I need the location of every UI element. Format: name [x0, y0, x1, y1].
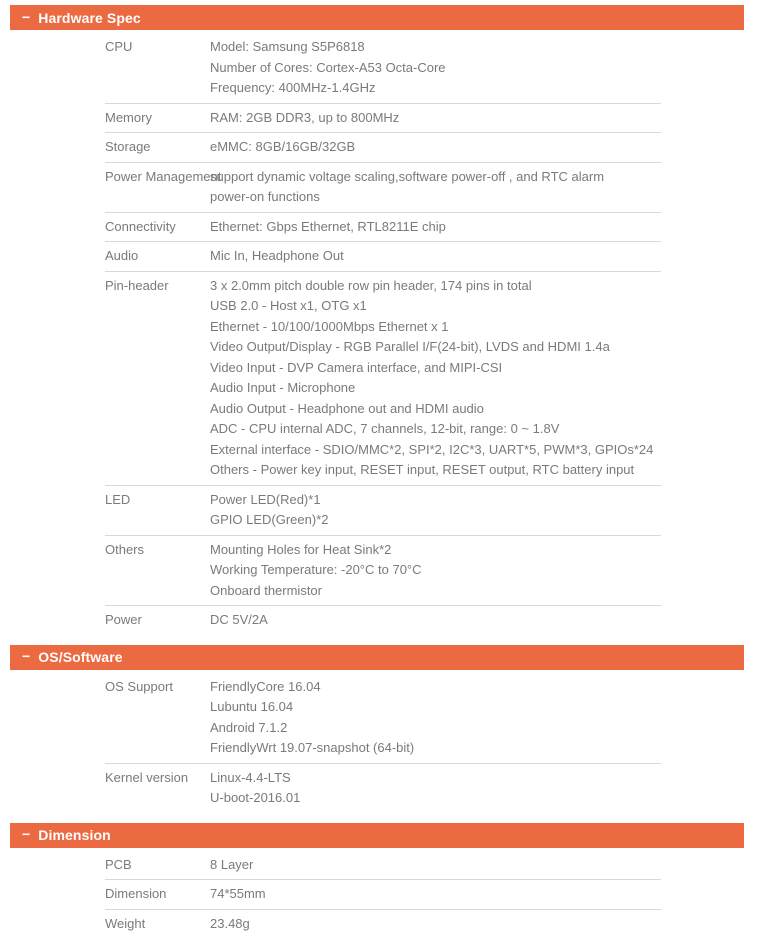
- spec-row: [105, 241, 661, 271]
- spec-row-value: [210, 137, 661, 158]
- spec-row: [105, 673, 661, 763]
- spec-row-label: OS Support: [105, 678, 173, 694]
- spec-row: [105, 535, 661, 606]
- spec-value-line: Ethernet: Gbps Ethernet, RTL8211E chip: [210, 218, 446, 234]
- spec-value-line: Video Input - DVP Camera interface, and MIPI-CSI: [210, 359, 503, 375]
- spec-value-line: Audio Output - Headphone out and HDMI audio: [210, 400, 484, 416]
- spec-value-line: Power LED(Red)*1: [210, 491, 321, 507]
- spec-row: [105, 909, 661, 939]
- spec-row-label: Storage: [105, 139, 151, 154]
- spec-value-line: Ethernet - 10/100/1000Mbps Ethernet x 1: [210, 318, 449, 334]
- spec-row-value: [210, 540, 661, 602]
- spec-row: [105, 103, 661, 133]
- spec-value-line: U-boot-2016.01: [210, 790, 301, 805]
- spec-row-value: [210, 276, 661, 481]
- spec-row-value: [210, 855, 661, 876]
- collapse-minus-icon: −: [22, 648, 31, 664]
- spec-row: [105, 212, 661, 242]
- spec-row-label: Others: [105, 541, 145, 557]
- spec-value-line: Others - Power key input, RESET input, RESET output, RTC battery input: [210, 462, 635, 477]
- spec-value-line: Mic In, Headphone Out: [210, 248, 344, 263]
- spec-row: [105, 33, 661, 103]
- spec-row: [105, 485, 661, 535]
- spec-value-line: power-on functions: [210, 189, 320, 204]
- spec-section: [0, 823, 759, 939]
- spec-row-value: [210, 217, 661, 238]
- spec-value-line: Video Output/Display - RGB Parallel I/F(24-bit), LVDS and HDMI 1.4a: [210, 339, 610, 354]
- spec-value-line: Onboard thermistor: [210, 582, 322, 598]
- section-header-toggle[interactable]: [10, 5, 744, 30]
- section-title: OS/Software: [38, 649, 123, 665]
- spec-row-label: PCB: [105, 856, 132, 872]
- spec-value-line: Android 7.1.2: [210, 719, 288, 735]
- spec-row-label: Memory: [105, 109, 152, 125]
- spec-table: [105, 673, 661, 813]
- spec-value-line: FriendlyWrt 19.07-snapshot (64-bit): [210, 740, 415, 755]
- spec-value-line: 74*55mm: [210, 886, 266, 901]
- spec-value-line: 3 x 2.0mm pitch double row pin header, 174 pins in total: [210, 277, 532, 293]
- spec-row-value: [210, 677, 661, 759]
- spec-row-value: [210, 167, 661, 208]
- spec-row-value: [210, 37, 661, 99]
- spec-row: [105, 132, 661, 162]
- section-title: Dimension: [38, 827, 111, 843]
- spec-value-line: Mounting Holes for Heat Sink*2: [210, 541, 392, 557]
- spec-table: [105, 851, 661, 939]
- spec-value-line: DC 5V/2A: [210, 612, 268, 627]
- spec-value-line: GPIO LED(Green)*2: [210, 512, 329, 527]
- spec-row-value: [210, 768, 661, 809]
- spec-value-line: Audio Input - Microphone: [210, 380, 356, 395]
- spec-row-value: [210, 914, 661, 935]
- spec-row-label: Dimension: [105, 886, 167, 901]
- spec-row-label: Weight: [105, 915, 146, 931]
- spec-row-value: [210, 490, 661, 531]
- section-header-toggle[interactable]: [10, 645, 744, 670]
- spec-row: [105, 763, 661, 813]
- spec-value-line: RAM: 2GB DDR3, up to 800MHz: [210, 109, 400, 125]
- spec-value-line: 23.48g: [210, 915, 250, 931]
- spec-row-label: Kernel version: [105, 769, 189, 785]
- spec-table: [105, 33, 661, 635]
- spec-row: [105, 162, 661, 212]
- spec-row-label: LED: [105, 491, 131, 507]
- spec-value-line: FriendlyCore 16.04: [210, 678, 321, 694]
- spec-page: [0, 5, 759, 938]
- spec-row-value: [210, 108, 661, 129]
- section-title: Hardware Spec: [38, 9, 141, 26]
- spec-value-line: eMMC: 8GB/16GB/32GB: [210, 139, 356, 154]
- spec-section: [0, 645, 759, 813]
- collapse-minus-icon: −: [22, 826, 31, 842]
- spec-row: [105, 605, 661, 635]
- spec-row-label: Audio: [105, 248, 139, 263]
- spec-row-label: Power: [105, 612, 142, 627]
- spec-value-line: 8 Layer: [210, 856, 254, 872]
- spec-value-line: Model: Samsung S5P6818: [210, 39, 365, 54]
- spec-value-line: Working Temperature: -20°C to 70°C: [210, 562, 422, 577]
- spec-row-label: Power Management: [105, 168, 222, 184]
- spec-row: [105, 879, 661, 909]
- spec-value-line: External interface - SDIO/MMC*2, SPI*2, I2C*3, UART*5, PWM*3, GPIOs*24: [210, 441, 654, 457]
- spec-value-line: support dynamic voltage scaling,software power-off , and RTC alarm: [210, 168, 605, 184]
- spec-value-line: Lubuntu 16.04: [210, 699, 294, 714]
- spec-row: [105, 271, 661, 485]
- section-header-toggle[interactable]: [10, 823, 744, 848]
- spec-value-line: Frequency: 400MHz-1.4GHz: [210, 80, 376, 95]
- spec-row: [105, 851, 661, 880]
- spec-row-label: CPU: [105, 39, 133, 54]
- spec-row-value: [210, 884, 661, 905]
- spec-row-value: [210, 610, 661, 631]
- spec-section: [0, 5, 759, 635]
- spec-value-line: Linux-4.4-LTS: [210, 769, 291, 785]
- spec-value-line: Number of Cores: Cortex-A53 Octa-Core: [210, 59, 446, 75]
- spec-value-line: ADC - CPU internal ADC, 7 channels, 12-bit, range: 0 ~ 1.8V: [210, 421, 560, 436]
- spec-row-label: Connectivity: [105, 218, 176, 234]
- spec-row-value: [210, 246, 661, 267]
- spec-row-label: Pin-header: [105, 277, 169, 293]
- collapse-minus-icon: −: [22, 8, 31, 25]
- spec-value-line: USB 2.0 - Host x1, OTG x1: [210, 298, 367, 313]
